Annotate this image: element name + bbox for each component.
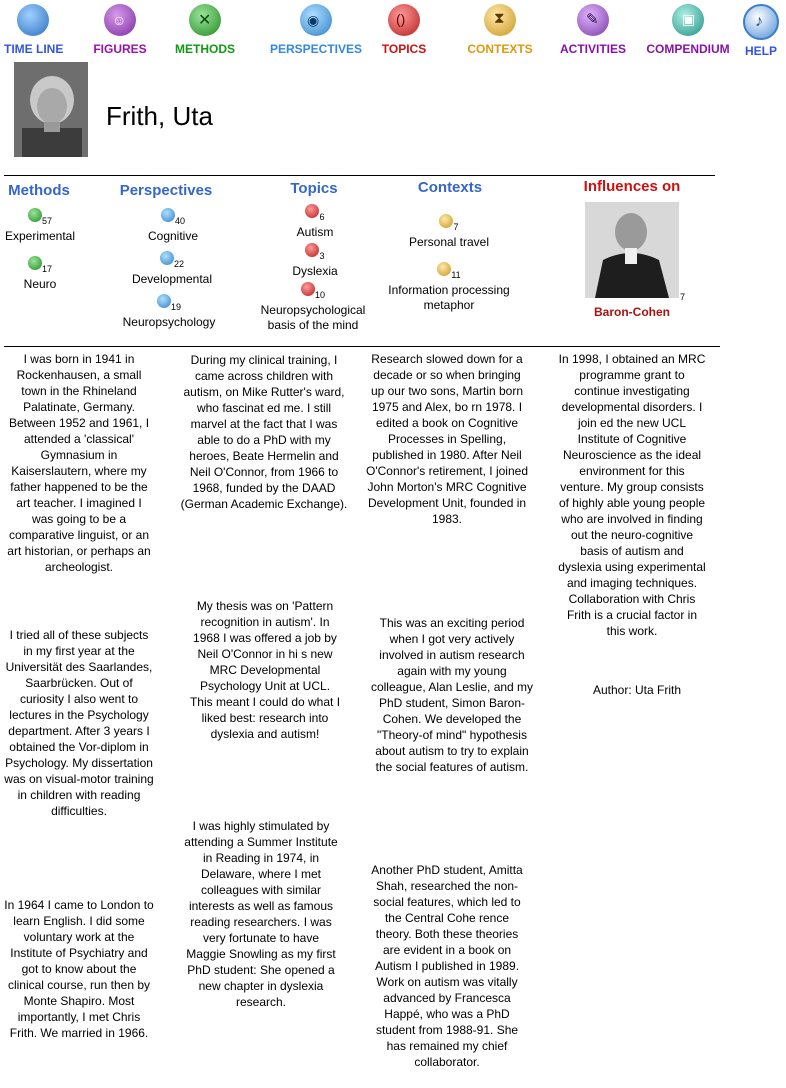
- method-count: 57: [41, 216, 52, 226]
- perspective-label: Developmental: [131, 272, 213, 286]
- perspectives-heading: Perspectives: [119, 182, 213, 199]
- influence-name[interactable]: Baron-Cohen: [594, 305, 670, 319]
- page-title: Frith, Uta: [106, 101, 213, 131]
- method-label: Experimental: [4, 229, 76, 243]
- smiley-icon: ☺: [104, 4, 136, 36]
- nav-methods[interactable]: [174, 4, 236, 56]
- topic-count: 6: [319, 212, 325, 222]
- method-label: Neuro: [23, 277, 57, 291]
- nav-compendium-label: COMPENDIUM: [646, 42, 730, 56]
- method-neuro[interactable]: [10, 255, 70, 292]
- context-label: Personal travel: [408, 235, 490, 249]
- nav-compendium[interactable]: [646, 4, 730, 56]
- perspective-developmental[interactable]: [122, 250, 222, 287]
- methods-icon: ✕: [189, 4, 221, 36]
- context-count: 11: [451, 270, 461, 280]
- methods-icon: [28, 256, 42, 270]
- bio-paragraph: I tried all of these subjects in my first year at the Universität des Saarlandes, Saarbrücken. Out of curiosity I also went to lectures in the Psychology department. After 3 years I obtained the Vor-diplom in Psychology. My dissertation was on visual-motor training in children with reading difficulties.: [4, 628, 154, 818]
- topics-icon: [305, 204, 319, 218]
- nav-methods-label: METHODS: [175, 42, 235, 56]
- context-info-processing[interactable]: [386, 261, 512, 313]
- influences-heading: Influences on: [583, 178, 681, 195]
- influence-photo[interactable]: [585, 202, 679, 298]
- bio-paragraph: Another PhD student, Amitta Shah, researched the non-social features, which led to the Central Cohe rence theory. Both these theories are evident in a book on Autism I published in 1989. Work on autism was vitally advanced by Francesca Happé, who was a PhD student from 1988-91. She has remained my chief collaborator.: [371, 863, 523, 1069]
- nav-figures-label: FIGURES: [93, 42, 147, 56]
- topic-label: Dyslexia: [292, 264, 338, 278]
- contexts-heading: Contexts: [417, 179, 483, 196]
- method-count: 17: [41, 264, 52, 274]
- eye-icon: ◉: [300, 4, 332, 36]
- eye-icon: [157, 294, 171, 308]
- topics-icon: (): [388, 4, 420, 36]
- topic-count: 3: [319, 251, 325, 261]
- nav-figures[interactable]: [90, 4, 150, 56]
- bio-paragraph: My thesis was on 'Pattern recognition in autism'. In 1968 I was offered a job by Neil O'Connor in hi s new MRC Developmental Psychology Unit at UCL. This meant I could do what I liked best: research into dyslexia and autism!: [189, 599, 341, 741]
- perspective-label: Cognitive: [147, 229, 199, 243]
- profile-photo: [14, 62, 88, 157]
- hourglass-icon: [439, 214, 453, 228]
- bio-paragraph: Research slowed down for a decade or so when bringing up our two sons, Martin born 1975 and Alex, bo rn 1978. I edited a book on Cognitive Processes in Spelling, published in 1980. After Neil O'Connor's retirement, I joined John Morton's MRC Cognitive Development Unit, founded in 1983.: [366, 352, 528, 526]
- divider-top: [4, 175, 715, 176]
- context-label: Information processing metaphor: [388, 283, 510, 312]
- context-personal-travel[interactable]: [402, 213, 496, 250]
- influence-count: 7: [680, 292, 686, 302]
- hourglass-icon: ⧗: [484, 4, 516, 36]
- perspective-cognitive[interactable]: [128, 207, 218, 244]
- activities-icon: ✎: [577, 4, 609, 36]
- nav-help-label: HELP: [744, 44, 777, 58]
- topic-dyslexia[interactable]: [285, 242, 345, 279]
- nav-perspectives[interactable]: [270, 4, 362, 56]
- method-experimental[interactable]: [0, 207, 80, 244]
- nav-topics[interactable]: [376, 4, 432, 56]
- author-credit: Author: Uta Frith: [592, 683, 682, 697]
- influence-portrait-image: [585, 202, 679, 298]
- timeline-icon: [17, 4, 49, 36]
- bio-paragraph: During my clinical training, I came across children with autism, on Mike Rutter's ward, who fascinat ed me. I still marvel at the fact that I was able to do a PhD with my heroes, Beate Hermelin and Neil O'Connor, from 1966 to 1968, funded by the DAAD (German Academic Exchange).: [180, 353, 348, 511]
- topics-icon: [305, 243, 319, 257]
- eye-icon: [161, 208, 175, 222]
- bio-paragraph: In 1964 I came to London to learn English. I did some voluntary work at the Institute of Psychiatry and got to know about the clinical course, run then by Monte Shapiro. Most importantly, I met Chris Frith. We married in 1966.: [4, 898, 154, 1040]
- bio-paragraph: I was highly stimulated by attending a Summer Institute in Reading in 1974, in Delaware, where I met colleagues with similar interests as well as famous reading researchers. I was very fortunate to have Maggie Snowling as my first PhD student: She opened a new chapter in dyslexia research.: [184, 819, 338, 1009]
- methods-icon: [28, 208, 42, 222]
- topics-icon: [301, 282, 315, 296]
- topic-count: 10: [314, 290, 325, 300]
- perspective-neuropsychology[interactable]: [114, 293, 224, 330]
- nav-topics-label: TOPICS: [381, 42, 427, 56]
- divider-middle: [4, 346, 720, 347]
- topics-heading: Topics: [290, 180, 338, 197]
- bio-paragraph: I was born in 1941 in Rockenhausen, a small town in the Rhineland Palatinate, Germany. Between 1952 and 1961, I attended a 'classical' Gymnasium in Kaiserslautern, where my father happened to be the art teacher. I imagined I was going to be a comparative linguist, or an art historian, or perhaps an archeologist.: [7, 352, 151, 574]
- perspective-count: 40: [174, 216, 185, 226]
- nav-timeline[interactable]: [4, 4, 62, 56]
- help-icon: ♪: [743, 4, 779, 40]
- topic-label: Neuropsychological basis of the mind: [260, 303, 366, 332]
- perspective-count: 22: [173, 259, 184, 269]
- nav-contexts-label: CONTEXTS: [467, 42, 533, 56]
- perspective-count: 19: [170, 302, 181, 312]
- methods-heading: Methods: [8, 182, 70, 199]
- context-count: 7: [453, 222, 459, 232]
- portrait-image: [14, 62, 88, 157]
- topic-autism[interactable]: [285, 203, 345, 240]
- compendium-icon: ▣: [672, 4, 704, 36]
- nav-activities-label: ACTIVITIES: [560, 42, 627, 56]
- bio-paragraph: In 1998, I obtained an MRC programme grant to continue investigating developmental disorders. I join ed the new UCL Institute of Cognitive Neuroscience as the ideal environment for this venture. My group consists of highly able young people who are involved in finding out the neuro-cognitive basis of autism and dyslexia using experimental and imaging techniques. Collaboration with Chris Frith is a crucial factor in this work.: [558, 352, 706, 638]
- hourglass-icon: [437, 262, 451, 276]
- bio-paragraph: This was an exciting period when I got very actively involved in autism research again with my young colleague, Alan Leslie, and my PhD student, Simon Baron-Cohen. We developed the "Theory-of mind" hypothesis about autism to try to explain the social features of autism.: [370, 616, 534, 774]
- eye-icon: [160, 251, 174, 265]
- nav-timeline-label: TIME LINE: [4, 42, 64, 56]
- topic-neuropsych-basis[interactable]: [254, 281, 372, 333]
- perspective-label: Neuropsychology: [122, 315, 216, 329]
- nav-contexts[interactable]: [467, 4, 533, 56]
- nav-perspectives-label: PERSPECTIVES: [270, 42, 363, 56]
- nav-help[interactable]: [740, 4, 782, 58]
- nav-activities[interactable]: [560, 4, 626, 56]
- topic-label: Autism: [296, 225, 334, 239]
